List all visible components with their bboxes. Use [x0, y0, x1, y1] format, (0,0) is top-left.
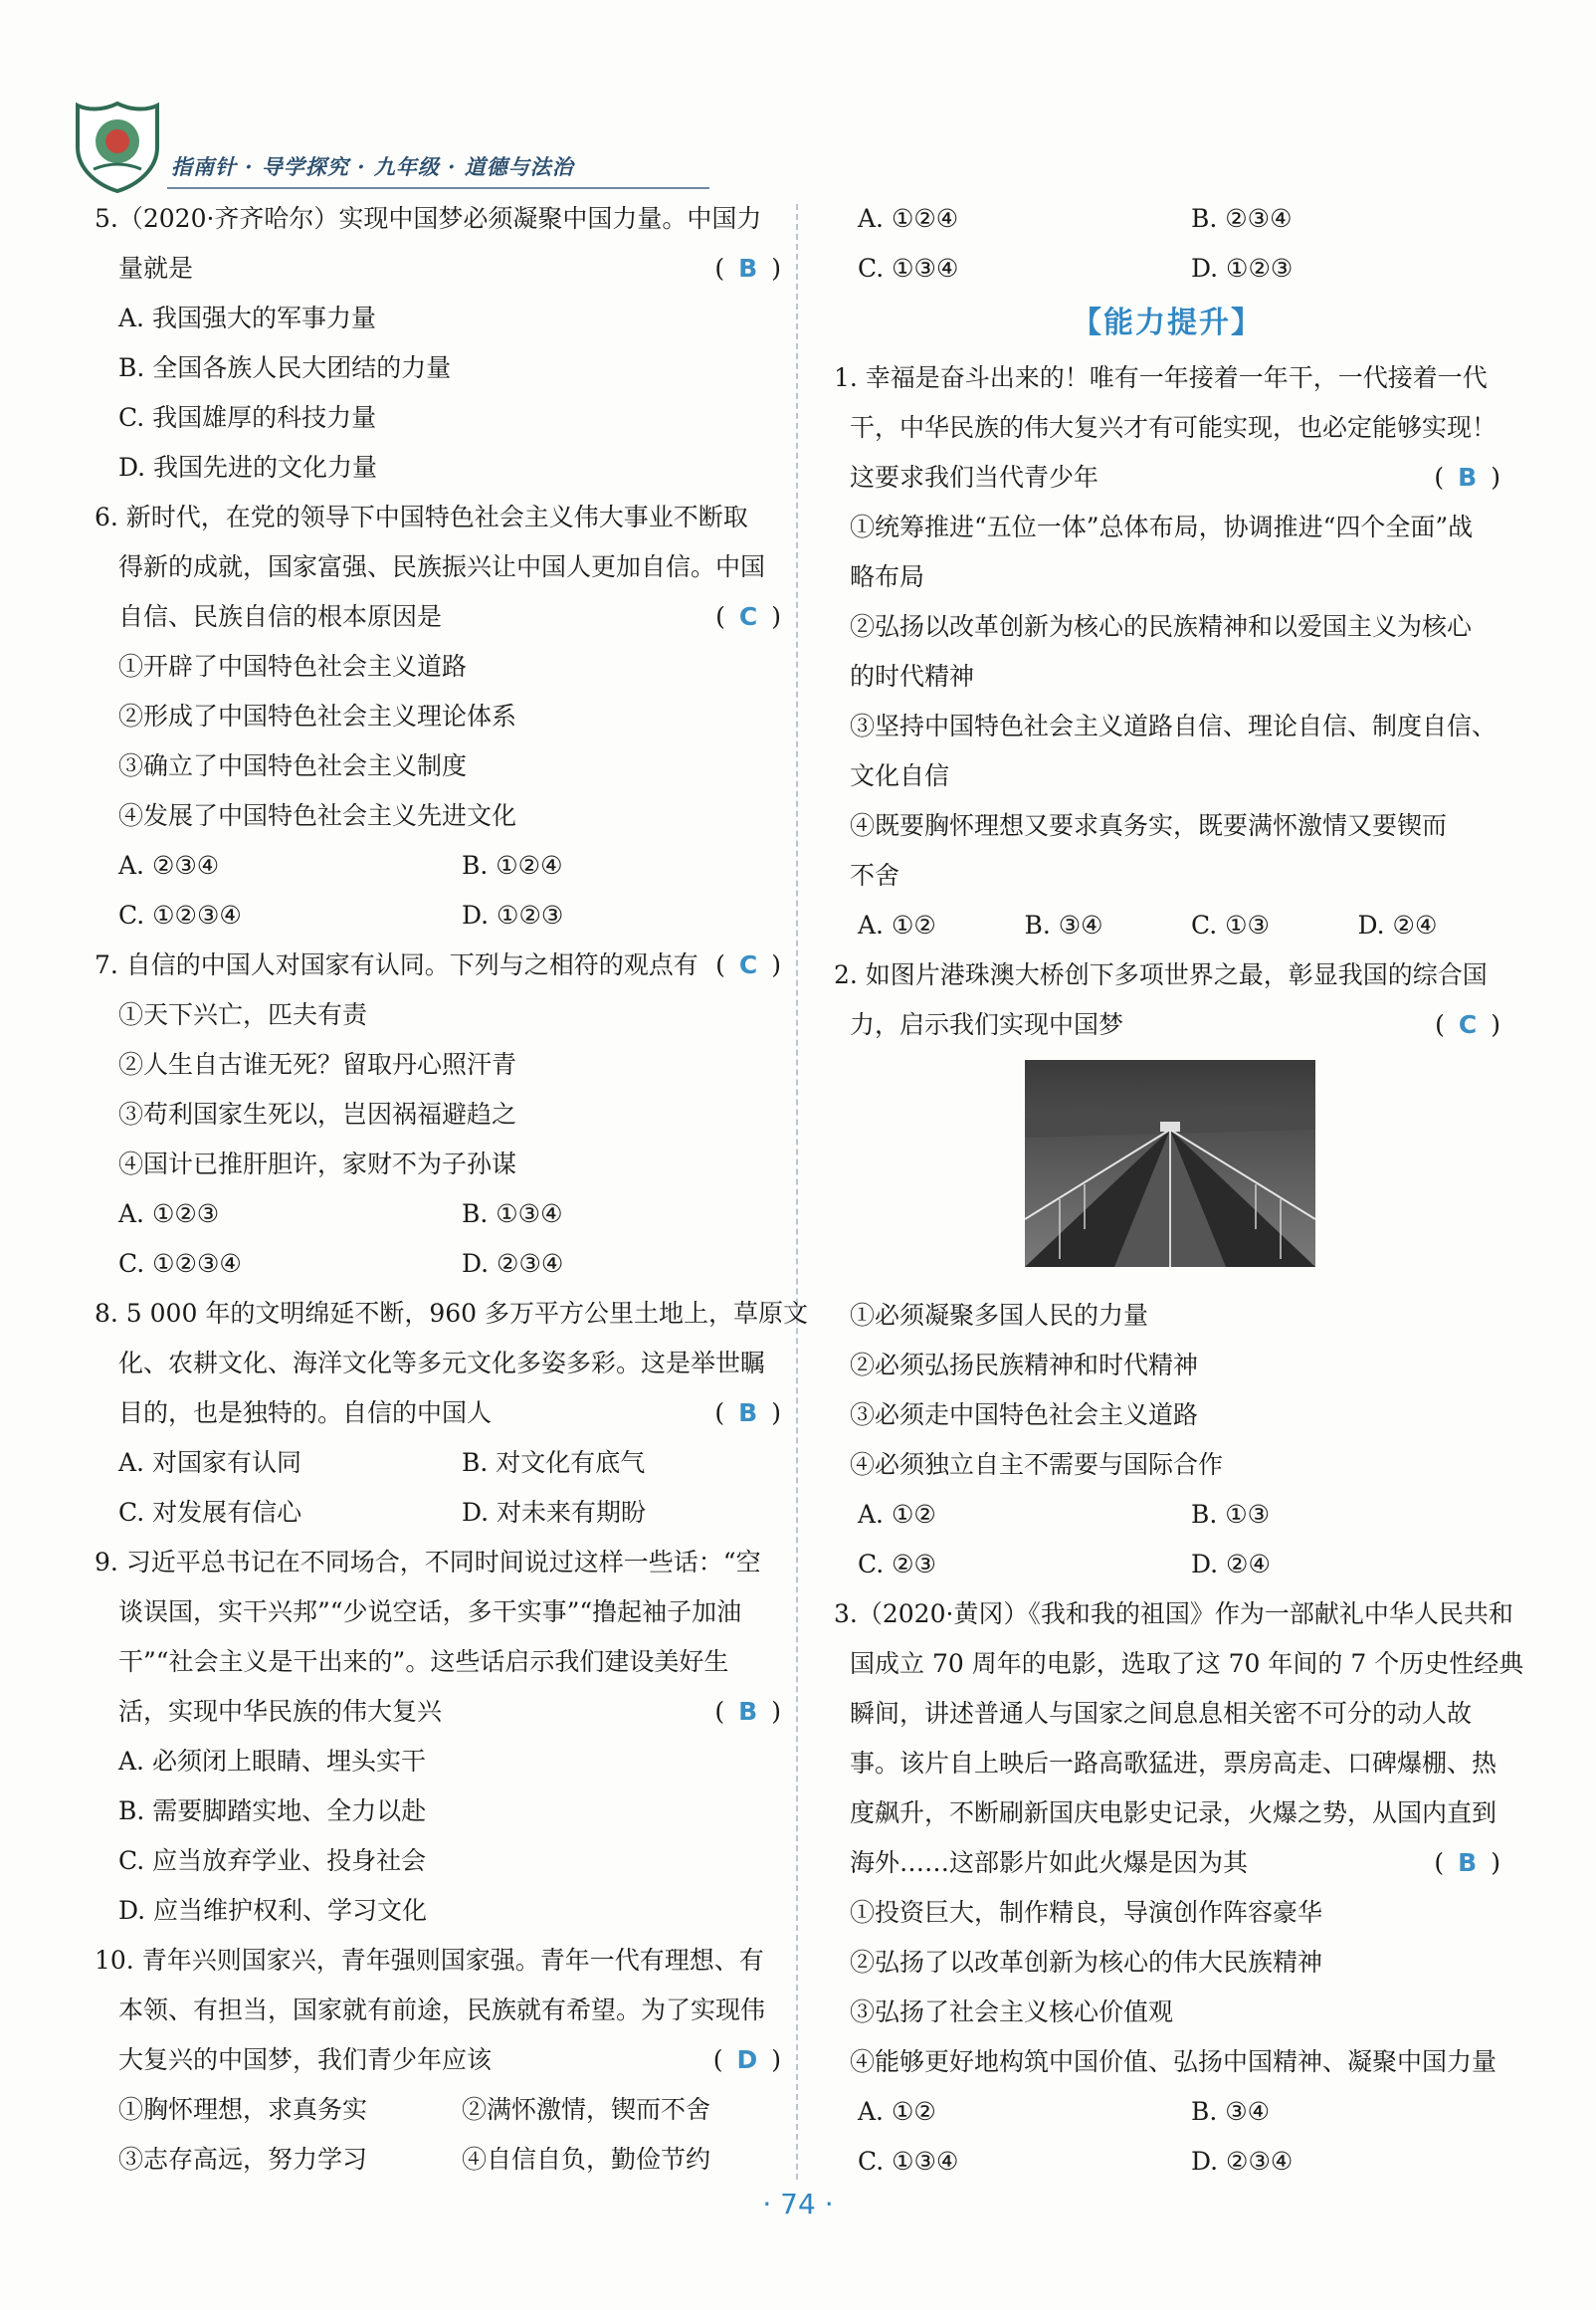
answer-mark: ( C ): [1435, 1010, 1500, 1039]
option-a: A. ①②③: [118, 1199, 220, 1228]
answer-mark: ( B ): [714, 1697, 781, 1726]
header-rule: [167, 187, 709, 189]
answer-letter: B: [1458, 463, 1478, 492]
answer-letter: B: [738, 1398, 758, 1427]
option-c: C. 我国雄厚的科技力量: [118, 403, 377, 432]
option-grid: [95, 841, 781, 941]
statement-item: ①天下兴亡，匹夫有责: [118, 1000, 368, 1029]
answer-mark: ( B ): [714, 254, 781, 283]
statement-item: 文化自信: [850, 761, 950, 790]
option-b: B. 对文化有底气: [462, 1448, 646, 1477]
statement-item: ②形成了中国特色社会主义理论体系: [118, 702, 517, 731]
option-a: A. ①②: [858, 2097, 936, 2126]
question-text: 得新的成就，国家富强、民族振兴让中国人更加自信。中国: [118, 552, 766, 581]
statement-item: ①统筹推进“五位一体”总体布局，协调推进“四个全面”战: [850, 513, 1474, 541]
question-text: 化、农耕文化、海洋文化等多元文化多姿多彩。这是举世瞩: [118, 1349, 766, 1377]
question-6: [95, 493, 781, 941]
option-c: C. 应当放弃学业、投身社会: [118, 1846, 427, 1875]
option-b: B. ③④: [1024, 911, 1103, 940]
option-d: D. ②③④: [1191, 2147, 1294, 2176]
statement-item: 的时代精神: [850, 662, 975, 691]
answer-letter: C: [1458, 1010, 1478, 1039]
question-text: 10. 青年兴则国家兴，青年强则国家强。青年一代有理想、有: [95, 1946, 764, 1975]
option-c: C. ①③④: [858, 2147, 959, 2176]
answer-letter: C: [738, 602, 758, 631]
school-shield-logo: [72, 100, 163, 194]
bridge-photo: [1025, 1060, 1315, 1267]
option-c: C. ①②③④: [118, 1249, 242, 1278]
option-c: C. ①③④: [858, 254, 959, 283]
question-text: 活，实现中华民族的伟大复兴: [118, 1697, 443, 1726]
option-a: A. ②③④: [118, 851, 220, 880]
statement-item: ④国计已推肝胆许，家财不为子孙谋: [118, 1150, 517, 1178]
question-text: 7. 自信的中国人对国家有认同。下列与之相符的观点有: [95, 950, 698, 979]
statement-item: ①胸怀理想，求真务实: [118, 2095, 368, 2124]
statement-item: ②必须弘扬民族精神和时代精神: [850, 1351, 1199, 1379]
question-10: [95, 1936, 781, 2185]
answer-letter: B: [1458, 1848, 1478, 1877]
answer-mark: ( B ): [1434, 463, 1500, 492]
question-text: 国成立 70 周年的电影，选取了这 70 年间的 7 个历史性经典: [850, 1649, 1524, 1678]
column-divider: [796, 204, 798, 2180]
question-8: [95, 1289, 808, 1538]
answer-letter: C: [738, 950, 758, 979]
option-a: A. 对国家有认同: [118, 1448, 301, 1477]
previous-question-options: [834, 194, 1500, 294]
option-grid: [834, 2087, 1500, 2187]
question-text: 6. 新时代，在党的领导下中国特色社会主义伟大事业不断取: [95, 503, 748, 531]
statement-item: ①投资巨大，制作精良，导演创作阵容豪华: [850, 1898, 1323, 1927]
question-text: 干，中华民族的伟大复兴才有可能实现，也必定能够实现！: [850, 413, 1497, 442]
question-text: 自信、民族自信的根本原因是: [118, 602, 443, 631]
option-grid: [95, 1189, 781, 1289]
statement-item: ①必须凝聚多国人民的力量: [850, 1301, 1149, 1330]
option-d: D. ②③④: [462, 1249, 564, 1278]
statement-item: ④自信自负，勤俭节约: [462, 2145, 711, 2174]
question-3: [834, 1589, 1524, 2187]
option-b: B. ①②④: [462, 851, 563, 880]
question-text: 力，启示我们实现中国梦: [850, 1010, 1124, 1039]
statement-item: ①开辟了中国特色社会主义道路: [118, 652, 468, 681]
question-text: 2. 如图片港珠澳大桥创下多项世界之最，彰显我国的综合国: [834, 960, 1488, 989]
statement-item: 不舍: [850, 861, 900, 890]
statement-item: ③苟利国家生死以，岂因祸福避趋之: [118, 1100, 517, 1129]
statement-item: ④发展了中国特色社会主义先进文化: [118, 801, 517, 830]
question-9: [95, 1538, 781, 1936]
option-a: A. ①②: [858, 1500, 936, 1529]
statement-item: ②弘扬以改革创新为核心的民族精神和以爱国主义为核心: [850, 612, 1473, 641]
question-text: 3.（2020·黄冈）《我和我的祖国》作为一部献礼中华人民共和: [834, 1599, 1513, 1628]
right-column: [834, 194, 1524, 2187]
option-b: B. ②③④: [1191, 204, 1293, 233]
answer-mark: ( B ): [1434, 1848, 1500, 1877]
question-text: 大复兴的中国梦，我们青少年应该: [118, 2045, 493, 2074]
header-text: 指南针 · 导学探究 · 九年级 · 道德与法治: [171, 154, 574, 179]
option-grid: [95, 1438, 781, 1538]
statement-item: ③必须走中国特色社会主义道路: [850, 1400, 1199, 1429]
option-d: D. ②④: [1357, 911, 1438, 940]
answer-mark: ( B ): [714, 1398, 781, 1427]
question-text: 量就是: [118, 254, 194, 283]
question-1: [834, 353, 1500, 950]
question-text: 本领、有担当，国家就有前途，民族就有希望。为了实现伟: [118, 1995, 766, 2024]
question-2: [834, 950, 1500, 1589]
option-b: B. ①③: [1191, 1500, 1271, 1529]
question-7: [95, 941, 781, 1289]
question-text: 1. 幸福是奋斗出来的！唯有一年接着一年干，一代接着一代: [834, 363, 1488, 392]
question-text: 海外……这部影片如此火爆是因为其: [850, 1848, 1249, 1877]
statement-item: ④既要胸怀理想又要求真务实，既要满怀激情又要锲而: [850, 811, 1448, 840]
option-b: B. 全国各族人民大团结的力量: [118, 353, 452, 382]
option-d: D. ①②③: [462, 901, 564, 930]
statement-item: ③弘扬了社会主义核心价值观: [850, 1997, 1174, 2026]
option-grid: [834, 1490, 1500, 1589]
option-c: C. ①③: [1191, 911, 1270, 940]
answer-letter: B: [738, 1697, 758, 1726]
statement-item: ③志存高远，努力学习: [118, 2145, 368, 2174]
statement-item: ④必须独立自主不需要与国际合作: [850, 1450, 1224, 1479]
question-text: 8. 5 000 年的文明绵延不断，960 多万平方公里土地上，草原文: [95, 1299, 808, 1328]
option-d: D. 应当维护权利、学习文化: [118, 1896, 428, 1925]
answer-letter: D: [736, 2045, 758, 2074]
option-a: A. ①②: [858, 911, 936, 940]
option-d: D. ①②③: [1191, 254, 1294, 283]
option-b: B. ①③④: [462, 1199, 563, 1228]
question-text: 干”“社会主义是干出来的”。这些话启示我们建设美好生: [118, 1647, 729, 1676]
answer-mark: ( D ): [712, 2045, 781, 2074]
option-a: A. ①②④: [858, 204, 959, 233]
question-5: [95, 194, 781, 493]
answer-mark: ( C ): [715, 950, 781, 979]
question-text: 这要求我们当代青少年: [850, 463, 1099, 492]
option-d: D. ②④: [1191, 1550, 1271, 1578]
statement-item: ③确立了中国特色社会主义制度: [118, 751, 468, 780]
option-a: A. 必须闭上眼睛、埋头实干: [118, 1747, 426, 1776]
option-grid: [834, 901, 1500, 950]
statement-item: ②弘扬了以改革创新为核心的伟大民族精神: [850, 1948, 1323, 1977]
option-c: C. ①②③④: [118, 901, 242, 930]
option-c: C. 对发展有信心: [118, 1498, 302, 1527]
question-text: 谈误国，实干兴邦”“少说空话，多干实事”“撸起袖子加油: [118, 1597, 742, 1626]
option-c: C. ②③: [858, 1550, 936, 1578]
statement-item: ④能够更好地构筑中国价值、弘扬中国精神、凝聚中国力量: [850, 2047, 1497, 2076]
question-text: 度飙升，不断刷新国庆电影史记录，火爆之势，从国内直到: [850, 1798, 1497, 1827]
left-column: [95, 194, 808, 2185]
statement-item: ②满怀激情，锲而不舍: [462, 2095, 711, 2124]
answer-mark: ( C ): [715, 602, 781, 631]
statement-item: ③坚持中国特色社会主义道路自信、理论自信、制度自信、: [850, 712, 1497, 740]
question-text: 5.（2020·齐齐哈尔）实现中国梦必须凝聚中国力量。中国力: [95, 204, 762, 233]
statement-item: ②人生自古谁无死？留取丹心照汗青: [118, 1050, 517, 1079]
option-b: B. 需要脚踏实地、全力以赴: [118, 1796, 427, 1825]
page-header: [72, 100, 639, 194]
option-b: B. ③④: [1191, 2097, 1271, 2126]
option-a: A. 我国强大的军事力量: [118, 304, 376, 332]
option-d: D. 对未来有期盼: [462, 1498, 647, 1527]
option-d: D. 我国先进的文化力量: [118, 453, 378, 482]
question-text: 事。该片自上映后一路高歌猛进，票房高走、口碑爆棚、热: [850, 1749, 1497, 1778]
statement-grid: [95, 2085, 781, 2185]
statement-item: 略布局: [850, 562, 925, 591]
question-text: 瞬间，讲述普通人与国家之间息息相关密不可分的动人故: [850, 1699, 1473, 1728]
question-text: 9. 习近平总书记在不同场合，不同时间说过这样一些话：“空: [95, 1548, 761, 1576]
section-title: 【能力提升】: [1072, 306, 1263, 340]
answer-letter: B: [738, 254, 758, 283]
page-number: · 74 ·: [762, 2188, 834, 2220]
question-text: 目的，也是独特的。自信的中国人: [118, 1398, 493, 1427]
